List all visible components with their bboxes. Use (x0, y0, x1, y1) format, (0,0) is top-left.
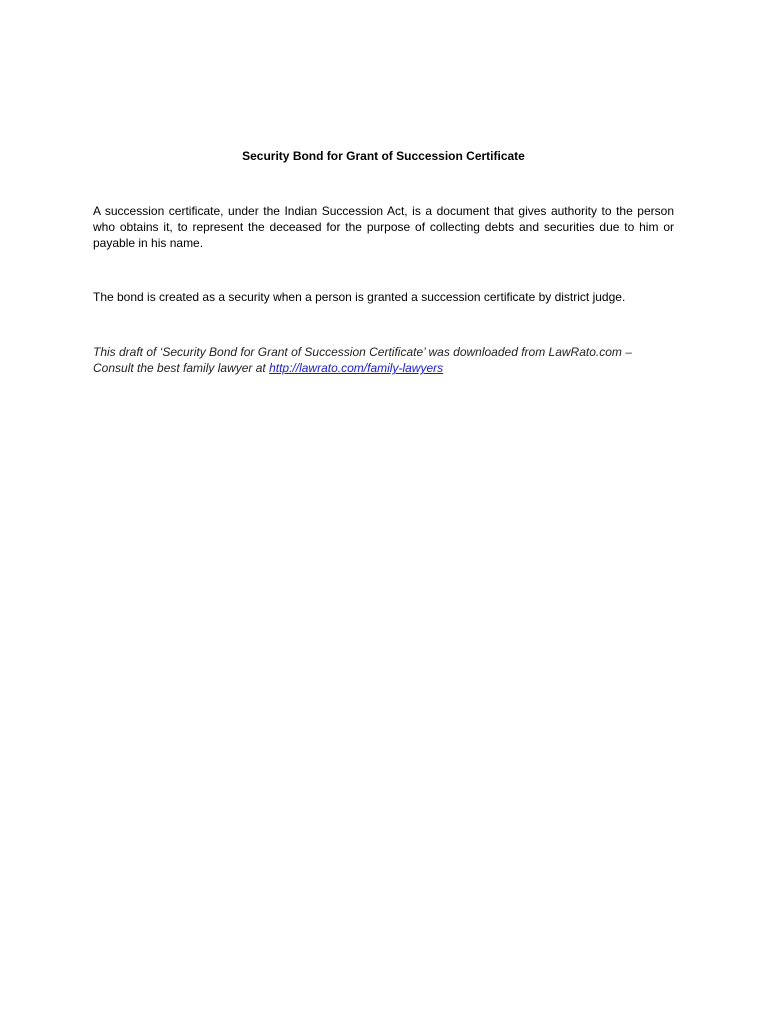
paragraph-definition: A succession certificate, under the Indian Succession Act, is a document that gives authority to the person who obtains it, to represent the deceased for the purpose of collecting debts and securities due to him or payable in his name. (93, 204, 674, 250)
download-note (93, 344, 674, 376)
family-lawyers-link[interactable]: http://lawrato.com/family-lawyers (269, 361, 444, 375)
paragraph-bond-purpose: The bond is created as a security when a person is granted a succession certificate by district judge. (93, 290, 626, 304)
document-title: Security Bond for Grant of Succession Certificate (242, 149, 525, 163)
download-note-text: This draft of ‘Security Bond for Grant of Succession Certificate’ was downloaded from LawRato.com – Consult the best family lawyer at (93, 345, 632, 375)
